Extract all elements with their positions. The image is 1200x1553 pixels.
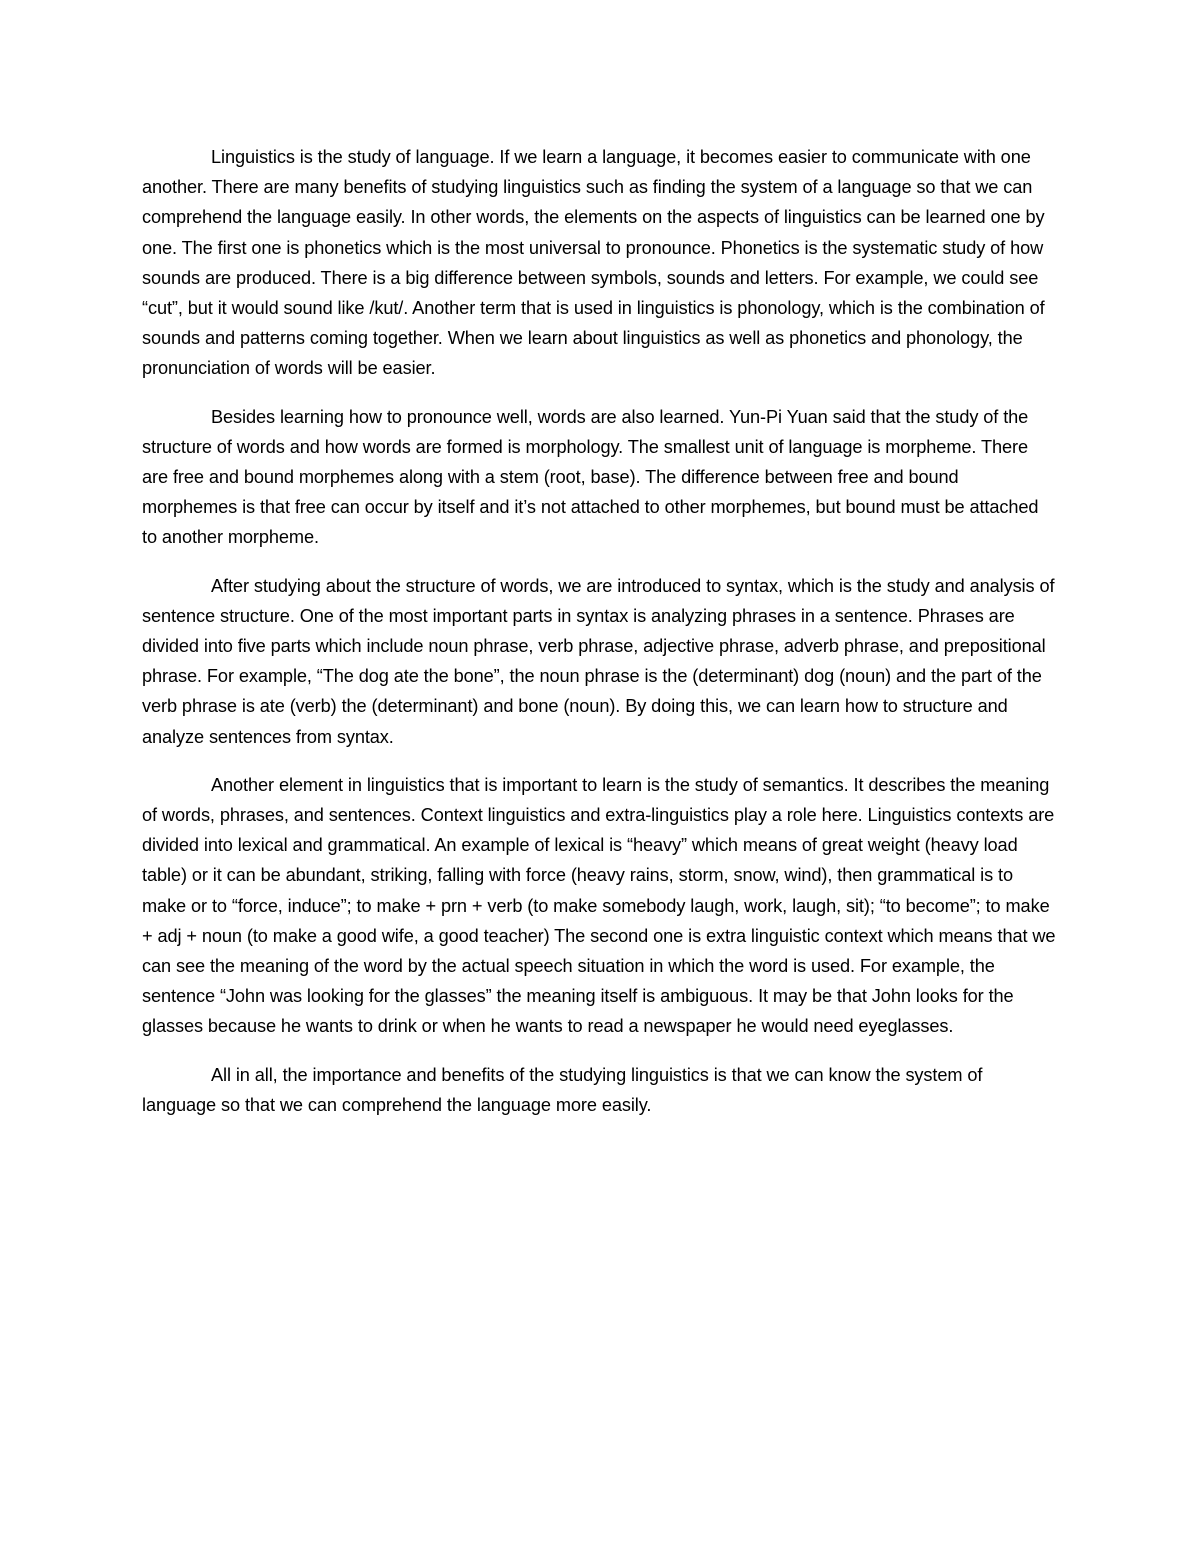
paragraph-syntax: After studying about the structure of words, we are introduced to syntax, which is the study and analysis of sentence structure. One of the most important parts in syntax is analyzing phrases in a sentence. Phrases are divided into five parts which include noun phrase, verb phrase, adjective phrase, adverb phrase, and prepositional phrase. For example, “The dog ate the bone”, the noun phrase is the (determinant) dog (noun) and the part of the verb phrase is ate (verb) the (determinant) and bone (noun). By doing this, we can learn how to structure and analyze sentences from syntax.: [142, 575, 1055, 747]
paragraph-morphology: Besides learning how to pronounce well, words are also learned. Yun-Pi Yuan said that the study of the structure of words and how words are formed is morphology. The smallest unit of language is morpheme. There are free and bound morphemes along with a stem (root, base). The difference between free and bound morphemes is that free can occur by itself and it’s not attached to other morphemes, but bound must be attached to another morpheme.: [142, 406, 1039, 548]
paragraph-phonetics: Linguistics is the study of language. If we learn a language, it becomes easier to communicate with one another. There are many benefits of studying linguistics such as finding the system of a language so that we can comprehend the language easily. In other words, the elements on the aspects of linguistics can be learned one by one. The first one is phonetics which is the most universal to pronounce. Phonetics is the systematic study of how sounds are produced. There is a big difference between symbols, sounds and letters. For example, we could see “cut”, but it would sound like /kut/. Another term that is used in linguistics is phonology, which is the combination of sounds and patterns coming together. When we learn about linguistics as well as phonetics and phonology, the pronunciation of words will be easier.: [142, 147, 1045, 379]
paragraph-semantics: Another element in linguistics that is important to learn is the study of semantics. It describes the meaning of words, phrases, and sentences. Context linguistics and extra-linguistics play a role here. Linguistics contexts are divided into lexical and grammatical. An example of lexical is “heavy” which means of great weight (heavy load table) or it can be abundant, striking, falling with force (heavy rains, storm, snow, wind), then grammatical is to make or to “force, induce”; to make + prn + verb (to make somebody laugh, work, laugh, sit); “to become”; to make + adj + noun (to make a good wife, a good teacher) The second one is extra linguistic context which means that we can see the meaning of the word by the actual speech situation in which the word is used. For example, the sentence “John was looking for the glasses” the meaning itself is ambiguous. It may be that John looks for the glasses because he wants to drink or when he wants to read a newspaper he would need eyeglasses.: [142, 774, 1056, 1037]
paragraph-conclusion: All in all, the importance and benefits of the studying linguistics is that we can know the system of language so that we can comprehend the language more easily.: [142, 1064, 983, 1115]
document-body: [142, 142, 1058, 1138]
